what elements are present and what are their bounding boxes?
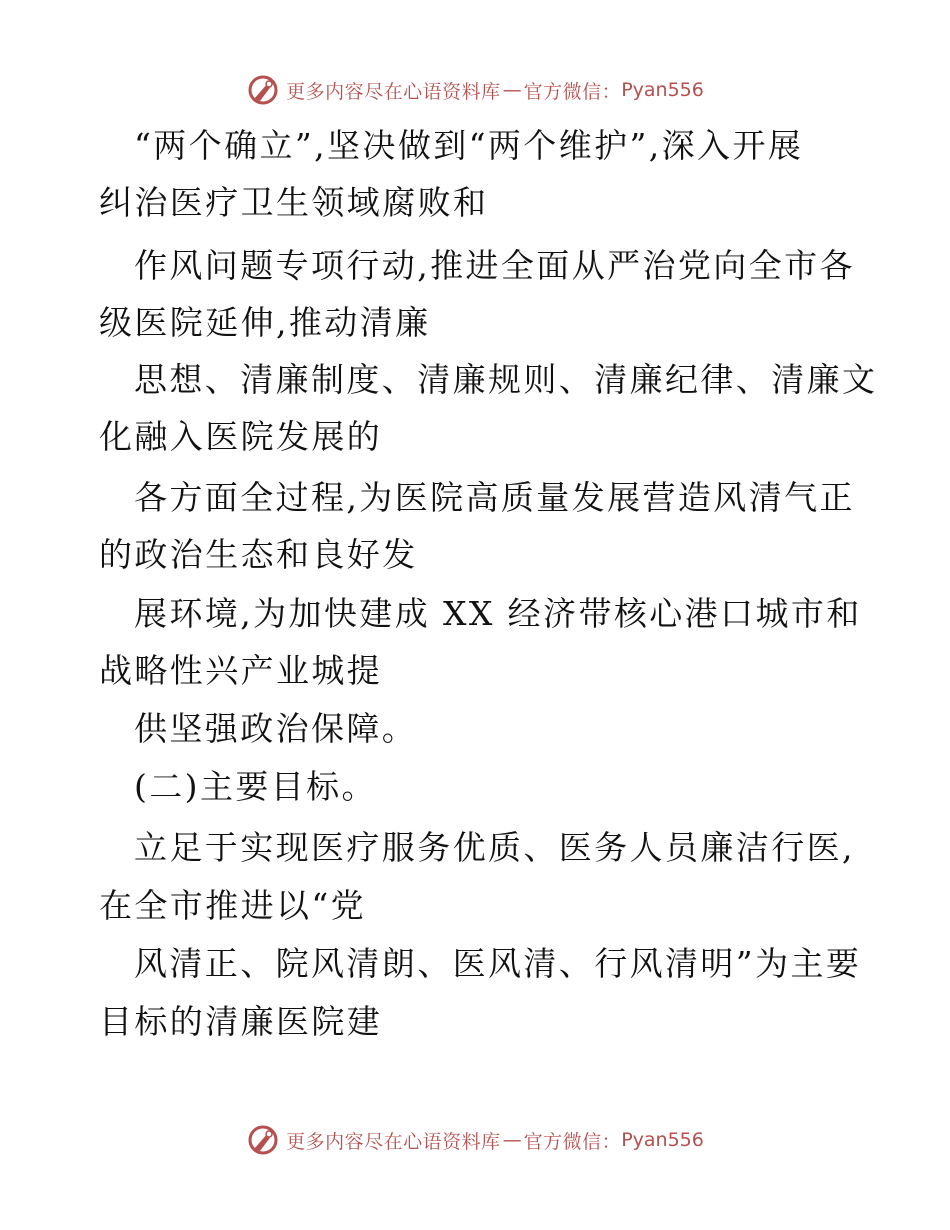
text-line: 在全市推进以“党 [99,886,367,925]
text-line: “两个确立”,坚决做到“两个维护”,深入开展 [134,126,804,165]
logo-icon [246,1123,280,1157]
header-watermark [0,70,950,110]
text-line: 思想、清廉制度、清廉规则、清廉纪律、清廉文 [134,360,878,399]
watermark-text: 更多内容尽在心语资料库 [286,80,501,103]
watermark-text: 更多内容尽在心语资料库 [286,1130,501,1153]
footer-watermark [0,1120,950,1160]
text-line: 风清正、院风清朗、医风清、行风清明”为主要 [134,944,862,983]
text-line: 的政治生态和良好发 [99,535,418,574]
text-line: 供坚强政治保障。 [134,709,418,748]
watermark-separator: — [502,1129,522,1151]
text-line: 立足于实现医疗服务优质、医务人员廉洁行医, [134,828,855,867]
watermark-wechat-label: 官方微信： [523,1130,622,1153]
text-line: 目标的清廉医院建 [99,1002,383,1041]
section-heading: (二)主要目标。 [134,767,377,806]
text-line: 战略性兴产业城提 [99,651,383,690]
watermark-separator: — [502,79,522,101]
text-line: 级医院延伸,推动清廉 [99,303,431,342]
text-line: 纠治医疗卫生领域腐败和 [99,183,489,222]
watermark-wechat-label: 官方微信： [523,80,622,103]
text-line: 各方面全过程,为医院高质量发展营造风清气正 [134,478,855,517]
logo-icon [246,73,280,107]
text-line: 化融入医院发展的 [99,417,383,456]
watermark-wechat-id: Pyan556 [621,79,704,101]
text-line: 展环境,为加快建成 XX 经济带核心港口城市和 [134,594,862,633]
text-line: 作风问题专项行动,推进全面从严治党向全市各 [134,246,855,285]
watermark-wechat-id: Pyan556 [621,1129,704,1151]
